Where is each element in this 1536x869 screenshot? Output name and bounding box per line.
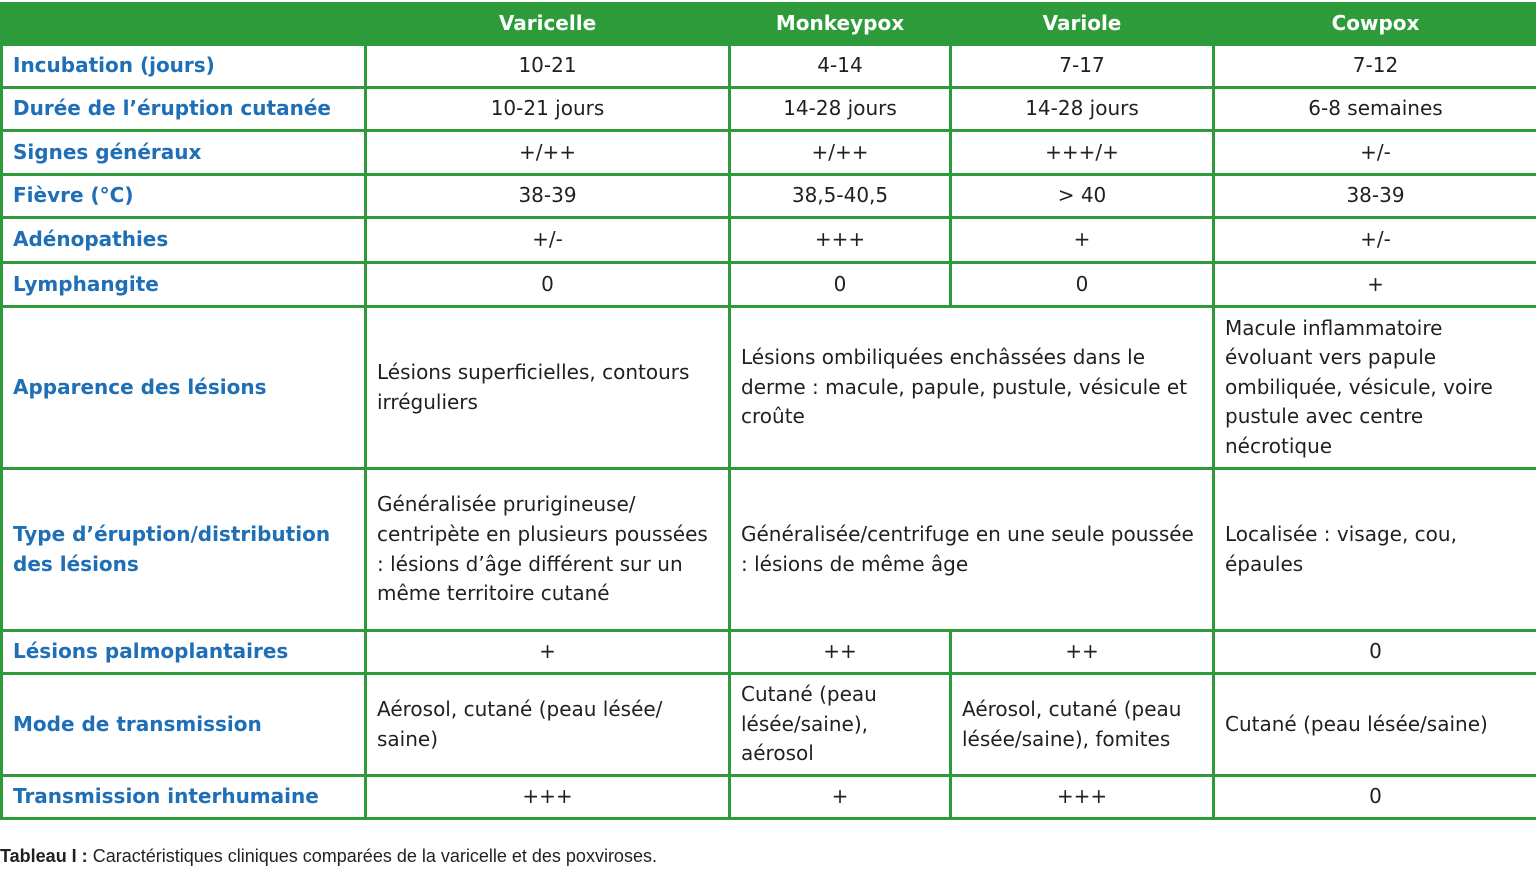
cell: 14-28 jours [951,88,1214,131]
corner-cell [2,4,366,45]
row-fievre [2,175,1536,218]
row-lymphangite [2,263,1536,307]
row-label: Lésions palmoplantaires [2,631,366,674]
row-label: Adénopathies [2,218,366,263]
cell: Généralisée prurigineuse/ centripète en plusieurs poussées : lésions d’âge différent sur un même territoire cutané [366,469,730,631]
cell: 0 [730,263,951,307]
row-label: Transmission interhumaine [2,776,366,819]
row-label: Signes généraux [2,131,366,175]
cell: 7-17 [951,45,1214,88]
row-label: Lymphangite [2,263,366,307]
cell: Macule inflammatoire évoluant vers papule ombiliquée, vésicule, voire pustule avec centre nécrotique [1214,307,1536,469]
cell: Cutané (peau lésée/saine) [1214,674,1536,776]
cell: 0 [366,263,730,307]
cell: Aérosol, cutané (peau lésée/saine), fomites [951,674,1214,776]
cell: +/++ [730,131,951,175]
cell: +/++ [366,131,730,175]
cell: Cutané (peau lésée/saine), aérosol [730,674,951,776]
cell: 4-14 [730,45,951,88]
cell: 0 [951,263,1214,307]
col-header-monkeypox: Monkeypox [730,4,951,45]
cell: Aérosol, cutané (peau lésée/ saine) [366,674,730,776]
caption-text: Caractéristiques cliniques comparées de la varicelle et des poxviroses. [87,846,657,866]
row-label: Durée de l’éruption cutanée [2,88,366,131]
cell: Lésions ombiliquées enchâssées dans le derme : macule, papule, pustule, vésicule et croûte [730,307,1214,469]
row-transmission-interhumaine [2,776,1536,819]
row-incubation [2,45,1536,88]
cell: +/- [1214,218,1536,263]
cell: +/- [366,218,730,263]
cell: + [1214,263,1536,307]
header-row [2,4,1536,45]
cell: Généralisée/centrifuge en une seule poussée : lésions de même âge [730,469,1214,631]
cell: Lésions superficielles, contours irréguliers [366,307,730,469]
cell: ++ [730,631,951,674]
cell: 0 [1214,631,1536,674]
cell: 38-39 [1214,175,1536,218]
cell: 10-21 [366,45,730,88]
col-header-varicelle: Varicelle [366,4,730,45]
cell: 14-28 jours [730,88,951,131]
cell: 6-8 semaines [1214,88,1536,131]
caption-label: Tableau I : [0,846,88,866]
table-caption [0,846,657,867]
row-palmoplantaires [2,631,1536,674]
cell: 0 [1214,776,1536,819]
cell: + [366,631,730,674]
row-apparence [2,307,1536,469]
cell: +++ [366,776,730,819]
row-mode-transmission [2,674,1536,776]
col-header-variole: Variole [951,4,1214,45]
row-label: Mode de transmission [2,674,366,776]
col-header-cowpox: Cowpox [1214,4,1536,45]
cell: + [951,218,1214,263]
cell: > 40 [951,175,1214,218]
cell: +++ [730,218,951,263]
cell: 38-39 [366,175,730,218]
cell: 10-21 jours [366,88,730,131]
cell: + [730,776,951,819]
row-type-eruption [2,469,1536,631]
row-label: Apparence des lésions [2,307,366,469]
comparison-table [0,2,1536,820]
cell: ++ [951,631,1214,674]
cell: Localisée : visage, cou, épaules [1214,469,1536,631]
cell: 7-12 [1214,45,1536,88]
row-adenopathies [2,218,1536,263]
cell: +++ [951,776,1214,819]
row-signes [2,131,1536,175]
row-label: Type d’éruption/distribution des lésions [2,469,366,631]
row-label: Incubation (jours) [2,45,366,88]
cell: +/- [1214,131,1536,175]
cell: +++/+ [951,131,1214,175]
row-duree [2,88,1536,131]
cell: 38,5-40,5 [730,175,951,218]
row-label: Fièvre (°C) [2,175,366,218]
